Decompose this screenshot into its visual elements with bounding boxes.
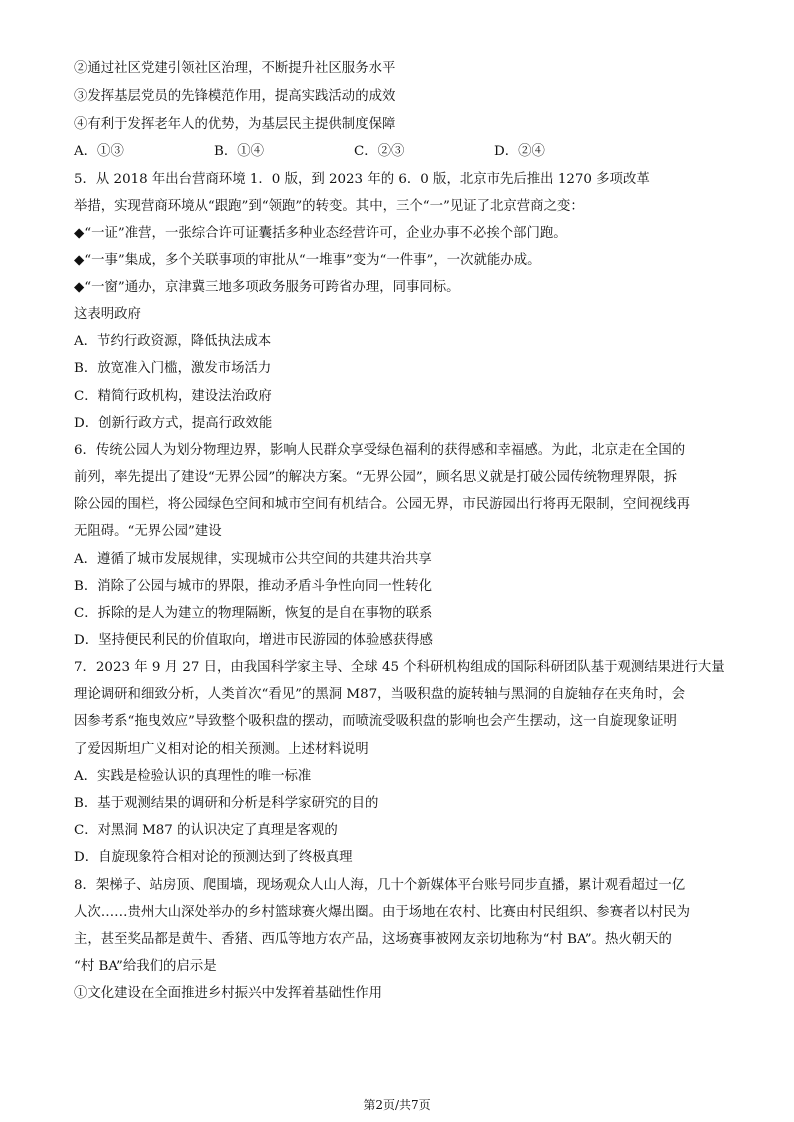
q7-stem-line-1: 7．2023 年 9 月 27 日，由我国科学家主导、全球 45 个科研机构组成的国际科研团队基于观测结果进行大量 bbox=[74, 660, 725, 675]
q6-stem-line-4: 无阻碍。“无界公园”建设 bbox=[74, 524, 222, 539]
q5-bullet-3: ◆“一窗”通办，京津冀三地多项政务服务可跨省办理，同事同标。 bbox=[74, 280, 460, 295]
q5-bullet-2: ◆“一事”集成，多个关联事项的审批从“一堆事”变为“一件事”，一次就能办成。 bbox=[74, 253, 541, 268]
q5-option-a: A．节约行政资源，降低执法成本 bbox=[74, 334, 272, 349]
q4-option-a: A．①③ bbox=[74, 144, 124, 159]
q6-option-b: B．消除了公园与城市的界限，推动矛盾斗争性向同一性转化 bbox=[74, 579, 432, 594]
q7-option-d: D．自旋现象符合相对论的预测达到了终极真理 bbox=[74, 850, 353, 865]
q5-option-c: C．精简行政机构，建设法治政府 bbox=[74, 389, 272, 404]
q4-option-d: D．②④ bbox=[494, 144, 545, 159]
q6-stem-line-1: 6．传统公园人为划分物理边界，影响人民群众享受绿色福利的获得感和幸福感。为此，北京走在全国的 bbox=[74, 443, 686, 458]
q7-option-a: A．实践是检验认识的真理性的唯一标准 bbox=[74, 769, 312, 784]
q4-statement-3: ③发挥基层党员的先锋模范作用，提高实践活动的成效 bbox=[74, 89, 396, 104]
q6-stem-line-2: 前列，率先提出了建设“无界公园”的解决方案。“无界公园”，顾名思义就是打破公园传统物理界限，拆 bbox=[74, 470, 678, 485]
q7-stem-line-3: 因参考系“拖曳效应”导致整个吸积盘的摆动，而喷流受吸积盘的影响也会产生摆动，这一自旋现象证明 bbox=[74, 714, 677, 729]
q4-options bbox=[74, 143, 634, 161]
q5-question: 这表明政府 bbox=[74, 307, 141, 322]
q7-option-c: C．对黑洞 M87 的认识决定了真理是客观的 bbox=[74, 823, 338, 838]
q8-stem-line-4: “村 BA”给我们的启示是 bbox=[74, 959, 217, 974]
q5-option-b: B．放宽准入门槛，激发市场活力 bbox=[74, 361, 272, 376]
q6-option-c: C．拆除的是人为建立的物理隔断，恢复的是自在事物的联系 bbox=[74, 606, 433, 621]
page-number: 第2页/共7页 bbox=[363, 1098, 431, 1112]
q8-stem-line-2: 人次……贵州大山深处举办的乡村篮球赛火爆出圈。由于场地在农村、比赛由村民组织、参赛者以村民为 bbox=[74, 905, 690, 920]
q6-option-d: D．坚持便民利民的价值取向，增进市民游园的体验感获得感 bbox=[74, 633, 433, 648]
q8-statement-1: ①文化建设在全面推进乡村振兴中发挥着基础性作用 bbox=[74, 986, 382, 1001]
q6-option-a: A．遵循了城市发展规律，实现城市公共空间的共建共治共享 bbox=[74, 552, 432, 567]
q5-bullet-1: ◆“一证”准营，一张综合许可证囊括多种业态经营许可，企业办事不必挨个部门跑。 bbox=[74, 226, 567, 241]
q5-stem-line-2: 举措，实现营商环境从“跟跑”到“领跑”的转变。其中，三个“一”见证了北京营商之变： bbox=[74, 199, 584, 214]
q4-statement-2: ②通过社区党建引领社区治理，不断提升社区服务水平 bbox=[74, 61, 396, 76]
q4-option-c: C．②③ bbox=[354, 144, 405, 159]
q4-option-b: B．①④ bbox=[214, 144, 265, 159]
q4-statement-4: ④有利于发挥老年人的优势，为基层民主提供制度保障 bbox=[74, 117, 396, 132]
q8-stem-line-3: 主，甚至奖品都是黄牛、香猪、西瓜等地方农产品，这场赛事被网友亲切地称为“村 BA”。热火朝天的 bbox=[74, 932, 672, 947]
q8-stem-line-1: 8．架梯子、站房顶、爬围墙，现场观众人山人海，几十个新媒体平台账号同步直播，累计观看超过一亿 bbox=[74, 878, 686, 893]
q7-stem-line-2: 理论调研和细致分析，人类首次“看见”的黑洞 M87，当吸积盘的旋转轴与黑洞的自旋轴存在夹角时，会 bbox=[74, 687, 686, 702]
q5-stem-line-1: 5．从 2018 年出台营商环境 1．0 版，到 2023 年的 6．0 版，北京市先后推出 1270 多项改革 bbox=[74, 172, 650, 187]
q5-option-d: D．创新行政方式，提高行政效能 bbox=[74, 416, 273, 431]
q7-option-b: B．基于观测结果的调研和分析是科学家研究的目的 bbox=[74, 796, 379, 811]
q6-stem-line-3: 除公园的围栏，将公园绿色空间和城市空间有机结合。公园无界，市民游园出行将再无限制，空间视线再 bbox=[74, 497, 690, 512]
q7-stem-line-4: 了爱因斯坦广义相对论的相关预测。上述材料说明 bbox=[74, 742, 369, 757]
